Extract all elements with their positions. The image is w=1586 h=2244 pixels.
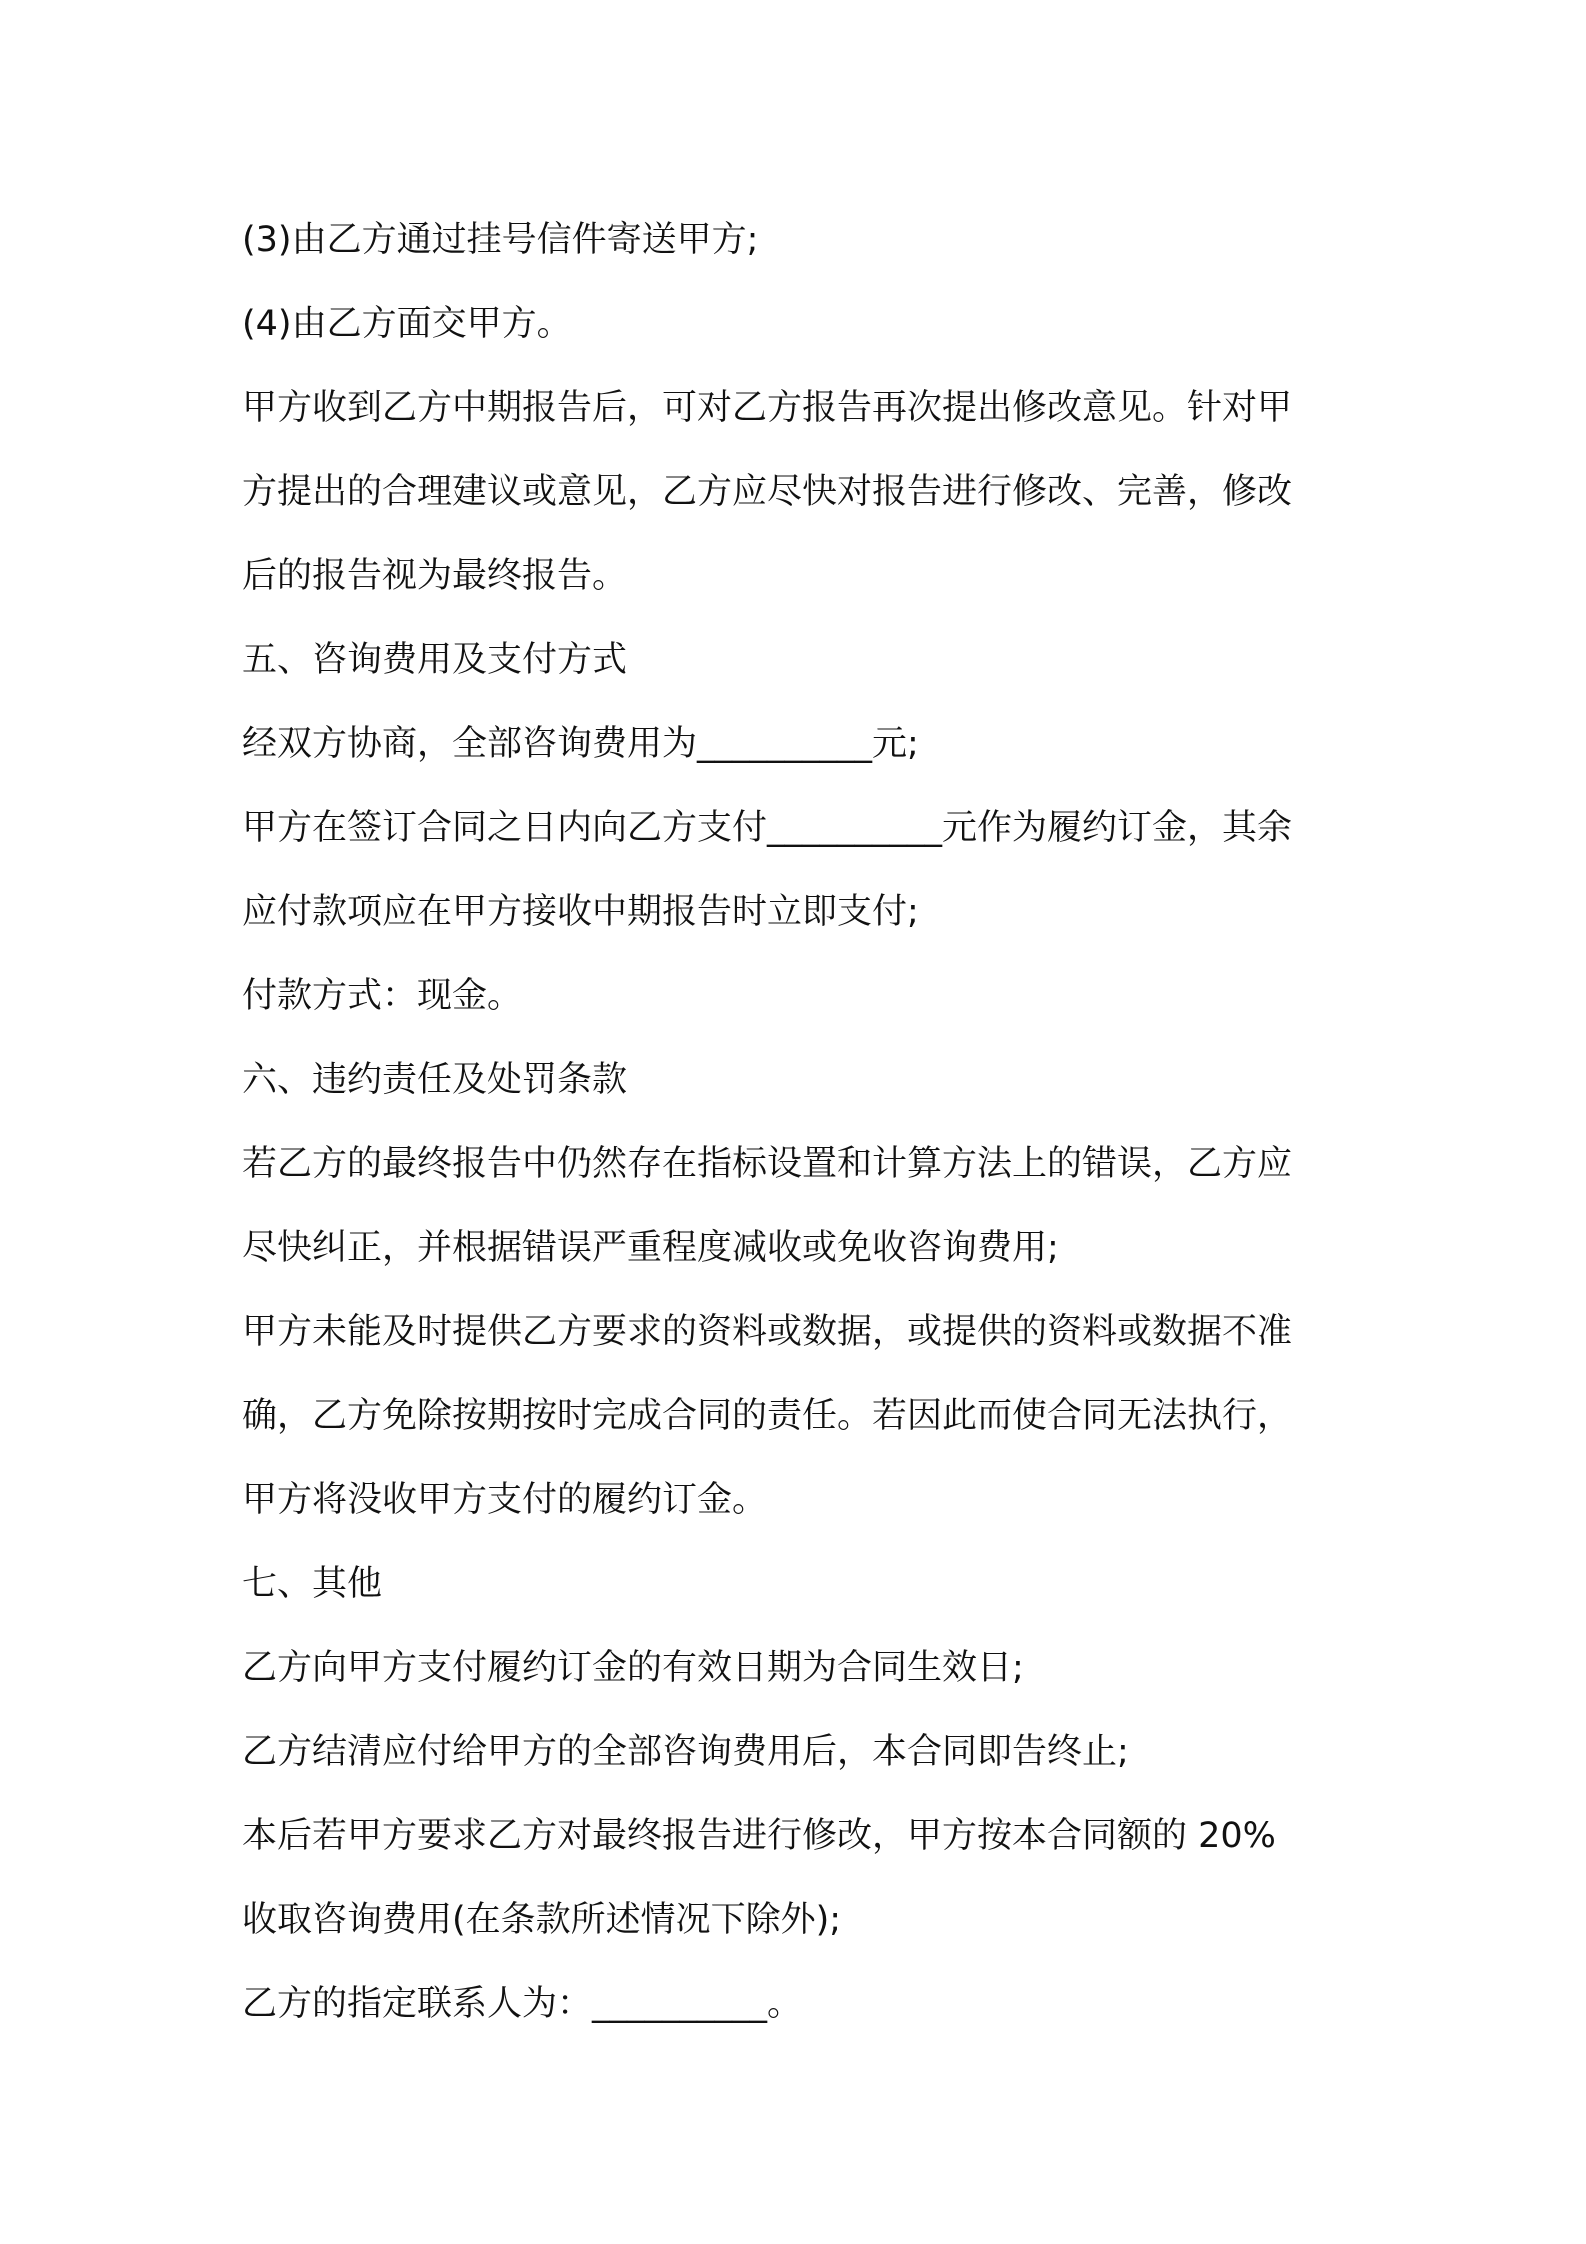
section-heading-7: 七、其他 (242, 1564, 383, 1604)
text-line-10: 付款方式：现金。 (242, 976, 523, 1016)
section-heading-5: 五、咨询费用及支付方式 (242, 640, 628, 680)
text-line-14: 甲方未能及时提供乙方要求的资料或数据，或提供的资料或数据不准 (242, 1312, 1293, 1352)
text-line-13: 尽快纠正，并根据错误严重程度减收或免收咨询费用; (242, 1228, 1059, 1268)
text-line-21: 收取咨询费用(在条款所述情况下除外); (242, 1900, 842, 1940)
text-line-12: 若乙方的最终报告中仍然存在指标设置和计算方法上的错误，乙方应 (242, 1144, 1293, 1184)
text-line-22: 乙方的指定联系人为：__________。 (242, 1984, 803, 2024)
text-line-7: 经双方协商，全部咨询费用为__________元; (242, 724, 919, 764)
text-line-1: (3)由乙方通过挂号信件寄送甲方; (242, 220, 759, 260)
text-line-3: 甲方收到乙方中期报告后，可对乙方报告再次提出修改意见。针对甲 (242, 388, 1293, 428)
document-body (242, 198, 1362, 2046)
text-line-20: 本后若甲方要求乙方对最终报告进行修改，甲方按本合同额的 20% (242, 1816, 1276, 1856)
text-line-2: (4)由乙方面交甲方。 (242, 304, 572, 344)
text-line-18: 乙方向甲方支付履约订金的有效日期为合同生效日; (242, 1648, 1024, 1688)
text-line-5: 后的报告视为最终报告。 (242, 556, 628, 596)
text-line-9: 应付款项应在甲方接收中期报告时立即支付; (242, 892, 919, 932)
text-line-8: 甲方在签订合同之日内向乙方支付__________元作为履约订金，其余 (242, 808, 1293, 848)
text-line-15: 确，乙方免除按期按时完成合同的责任。若因此而使合同无法执行， (242, 1396, 1293, 1436)
section-heading-6: 六、违约责任及处罚条款 (242, 1060, 628, 1100)
text-line-4: 方提出的合理建议或意见，乙方应尽快对报告进行修改、完善，修改 (242, 472, 1293, 512)
text-line-16: 甲方将没收甲方支付的履约订金。 (242, 1480, 768, 1520)
text-line-19: 乙方结清应付给甲方的全部咨询费用后，本合同即告终止; (242, 1732, 1129, 1772)
